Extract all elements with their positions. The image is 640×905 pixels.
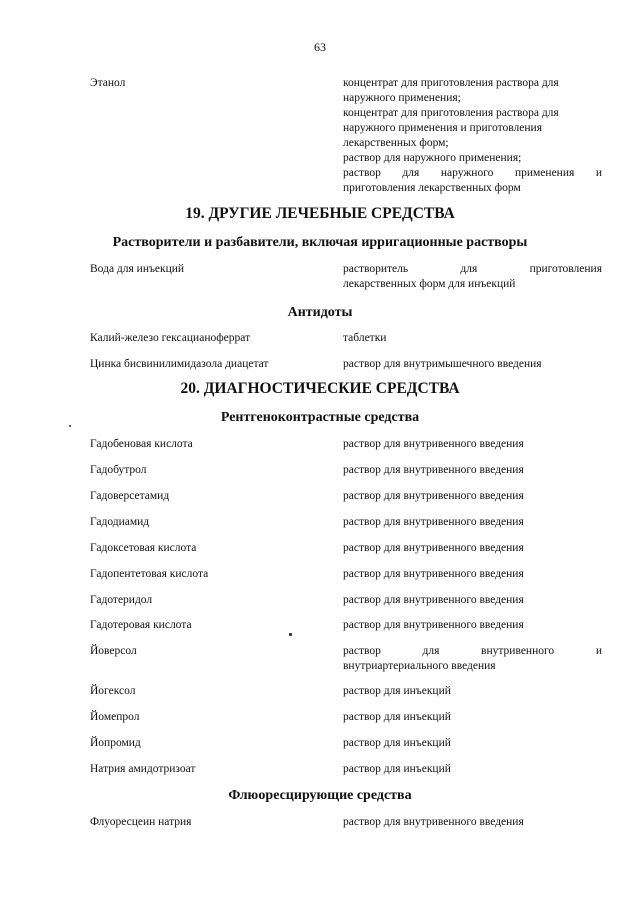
form-line-justified — [343, 644, 602, 659]
drug-name: Гадобеновая кислота — [90, 438, 193, 450]
drug-name: Йопромид — [90, 737, 141, 749]
word: для — [422, 645, 440, 657]
dosage-form: раствор для инъекций — [343, 685, 451, 697]
dosage-form: таблетки — [343, 332, 387, 344]
drug-name: Цинка бисвинилимидазола диацетат — [90, 358, 269, 370]
page-number: 63 — [314, 40, 326, 54]
dosage-form: раствор для внутривенного введения — [343, 568, 524, 580]
dosage-form: раствор для внутривенного введения — [343, 816, 524, 828]
dosage-forms — [343, 644, 602, 674]
scan-speck — [69, 425, 71, 427]
word: внутривенного — [481, 645, 555, 657]
dosage-form: раствор для внутривенного введения — [343, 542, 524, 554]
form-line: лекарственных форм для инъекций — [343, 278, 516, 290]
form-line: концентрат для приготовления раствора для — [343, 77, 559, 89]
word: для — [460, 263, 478, 275]
drug-name: Йомепрол — [90, 711, 140, 723]
dosage-form: раствор для внутривенного введения — [343, 516, 524, 528]
drug-name: Гадотеровая кислота — [90, 619, 192, 631]
form-line: раствор для наружного применения; — [343, 152, 522, 164]
form-line: наружного применения и приготовления — [343, 122, 542, 134]
drug-name: Гадоверсетамид — [90, 490, 170, 502]
drug-name: Йогексол — [90, 685, 136, 697]
section-19-title: 19. ДРУГИЕ ЛЕЧЕБНЫЕ СРЕДСТВА — [185, 205, 455, 222]
word: наружного — [440, 167, 494, 179]
scan-speck — [289, 633, 292, 636]
section-20-title: 20. ДИАГНОСТИЧЕСКИЕ СРЕДСТВА — [180, 380, 460, 397]
dosage-form: раствор для инъекций — [343, 737, 451, 749]
word: и — [595, 167, 602, 179]
form-line-justified — [343, 262, 602, 277]
drug-name: Флуоресцеин натрия — [90, 816, 192, 828]
subsection-solvents-title: Растворители и разбавители, включая ирригационные растворы — [112, 235, 528, 250]
form-line: концентрат для приготовления раствора для — [343, 107, 559, 119]
subsection-fluorescent-title: Флюоресцирующие средства — [228, 788, 412, 803]
dosage-form: раствор для внутривенного введения — [343, 464, 524, 476]
drug-name: Гадоксетовая кислота — [90, 542, 197, 554]
drug-name: Вода для инъекций — [90, 263, 185, 275]
drug-name: Йоверсол — [90, 645, 137, 657]
form-line: лекарственных форм; — [343, 137, 449, 149]
drug-name: Гадопентетовая кислота — [90, 568, 209, 580]
dosage-form: раствор для инъекций — [343, 711, 451, 723]
drug-name: Калий-железо гексацианоферрат — [90, 332, 251, 344]
word: растворитель — [343, 263, 409, 275]
drug-name: Гадобутрол — [90, 464, 147, 476]
dosage-form: раствор для внутримышечного введения — [343, 358, 542, 370]
word: применения — [514, 167, 575, 179]
word: раствор — [343, 167, 381, 179]
word: и — [595, 645, 602, 657]
dosage-form: раствор для внутривенного введения — [343, 490, 524, 502]
dosage-forms — [343, 76, 602, 196]
subsection-antidotes-title: Антидоты — [287, 305, 353, 320]
word: приготовления — [529, 263, 602, 275]
word: раствор — [343, 645, 381, 657]
dosage-form: раствор для инъекций — [343, 763, 451, 775]
dosage-forms — [343, 262, 602, 292]
drug-name: Этанол — [90, 77, 126, 89]
dosage-form: раствор для внутривенного введения — [343, 594, 524, 606]
word: для — [402, 167, 420, 179]
subsection-radiocontrast-title: Рентгеноконтрастные средства — [220, 410, 420, 425]
form-line: внутриартериального введения — [343, 660, 496, 672]
dosage-form: раствор для внутривенного введения — [343, 619, 524, 631]
form-line: наружного применения; — [343, 92, 461, 104]
form-line: приготовления лекарственных форм — [343, 182, 521, 194]
dosage-form: раствор для внутривенного введения — [343, 438, 524, 450]
drug-name: Гадотеридол — [90, 594, 153, 606]
form-line-justified — [343, 166, 602, 181]
drug-name: Гадодиамид — [90, 516, 150, 528]
drug-name: Натрия амидотризоат — [90, 763, 196, 775]
